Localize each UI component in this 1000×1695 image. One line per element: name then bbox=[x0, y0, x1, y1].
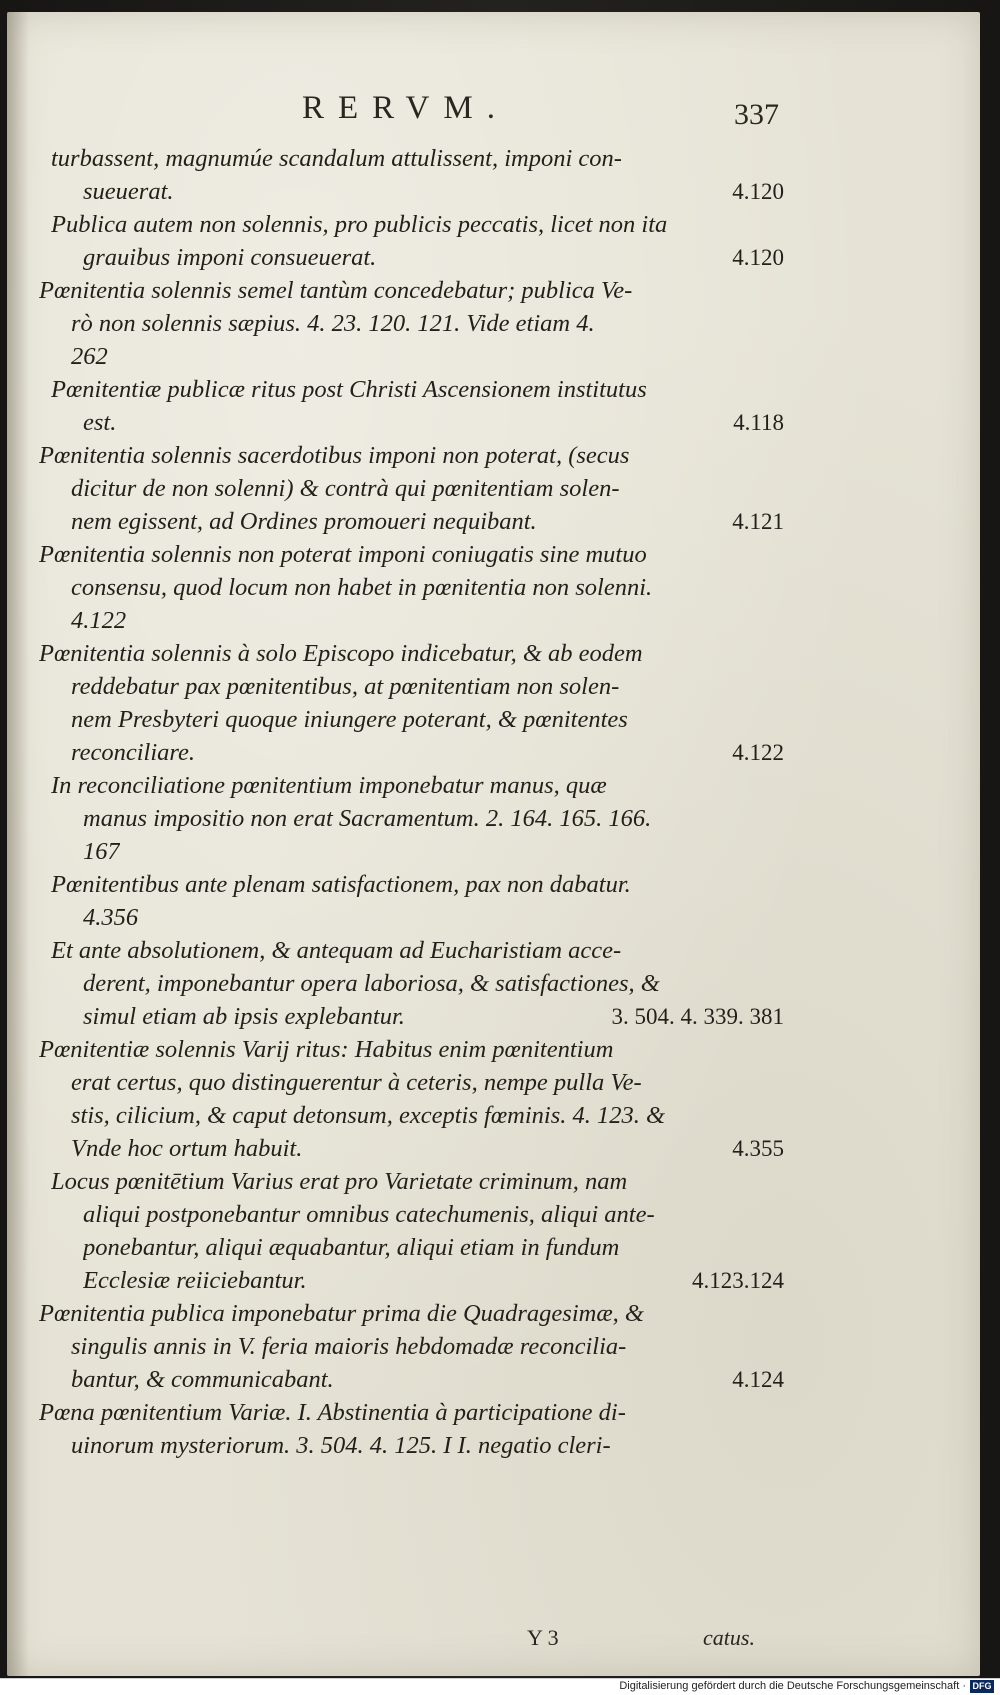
entry-line bbox=[71, 505, 784, 538]
entry-line bbox=[71, 1066, 784, 1099]
entry-text: Pœnitentia solennis non poterat imponi coniugatis sine mutuo bbox=[39, 541, 647, 568]
entry-text: sueuerat. bbox=[83, 178, 174, 205]
entry-line bbox=[71, 307, 784, 340]
book-page bbox=[7, 12, 980, 1676]
page-reference: 4.124 bbox=[732, 1367, 784, 1392]
entry-text: In reconciliatione pœnitentium imponebatur manus, quæ bbox=[51, 772, 607, 799]
entry-line bbox=[83, 406, 784, 439]
entry-text: Pœnitentiæ solennis Varij ritus: Habitus enim pœnitentium bbox=[39, 1036, 614, 1063]
entry-text: erat certus, quo distinguerentur à ceteris, nempe pulla Ve- bbox=[71, 1069, 642, 1096]
entry-text: rò non solennis sæpius. 4. 23. 120. 121. Vide etiam 4. bbox=[71, 310, 595, 337]
entry-line bbox=[71, 1330, 784, 1363]
entry-line bbox=[83, 802, 784, 835]
index-entry bbox=[39, 1033, 784, 1165]
entry-text: Et ante absolutionem, & antequam ad Eucharistiam acce- bbox=[51, 937, 622, 964]
index-entry bbox=[51, 142, 784, 208]
entry-line bbox=[39, 439, 784, 472]
entry-text: Pœna pœnitentium Variæ. I. Abstinentia à participatione di- bbox=[39, 1399, 626, 1426]
page-header bbox=[7, 90, 980, 130]
page-reference: 4.121 bbox=[732, 509, 784, 534]
entry-text: 4.356 bbox=[83, 904, 139, 931]
index-entry bbox=[51, 373, 784, 439]
entry-line bbox=[39, 538, 784, 571]
entry-text: Pœnitentiæ publicæ ritus post Christi Ascensionem institutus bbox=[51, 376, 647, 403]
entry-line bbox=[83, 835, 784, 868]
index-entry bbox=[39, 538, 784, 637]
entry-text: 262 bbox=[71, 343, 108, 370]
index-entry bbox=[39, 1396, 784, 1462]
entry-text: Pœnitentia solennis semel tantùm concedebatur; publica Ve- bbox=[39, 277, 633, 304]
page-reference: 4.120 bbox=[732, 179, 784, 204]
page-reference: 4.120 bbox=[732, 245, 784, 270]
entry-line bbox=[71, 340, 784, 373]
entry-text: ponebantur, aliqui æquabantur, aliqui etiam in fundum bbox=[83, 1234, 620, 1261]
entry-text: est. bbox=[83, 409, 117, 436]
entry-line bbox=[71, 604, 784, 637]
entry-text: Pœnitentia publica imponebatur prima die Quadragesimæ, & bbox=[39, 1300, 644, 1327]
entry-line bbox=[51, 934, 784, 967]
running-head: RERVM. bbox=[302, 90, 509, 126]
entry-line bbox=[51, 142, 784, 175]
entry-text: Pœnitentia solennis à solo Episcopo indicebatur, & ab eodem bbox=[39, 640, 643, 667]
entry-line bbox=[71, 703, 784, 736]
entry-text: manus impositio non erat Sacramentum. 2. 164. 165. 166. bbox=[83, 805, 652, 832]
entry-text: Publica autem non solennis, pro publicis peccatis, licet non ita bbox=[51, 211, 668, 238]
entry-line bbox=[83, 1264, 784, 1297]
index-entries bbox=[39, 142, 784, 1462]
entry-text: reconciliare. bbox=[71, 739, 196, 766]
entry-text: Locus pœnitētium Varius erat pro Varietate criminum, nam bbox=[51, 1168, 628, 1195]
entry-line bbox=[83, 967, 784, 1000]
entry-line bbox=[83, 901, 784, 934]
index-entry bbox=[51, 1165, 784, 1297]
entry-line bbox=[51, 208, 784, 241]
entry-text: simul etiam ab ipsis explebantur. bbox=[83, 1003, 405, 1030]
dfg-attribution-bar bbox=[0, 1678, 1000, 1695]
entry-line bbox=[39, 1033, 784, 1066]
entry-line bbox=[71, 571, 784, 604]
index-entry bbox=[51, 868, 784, 934]
entry-line bbox=[39, 1297, 784, 1330]
entry-line bbox=[51, 1165, 784, 1198]
index-entry bbox=[39, 1297, 784, 1396]
entry-line bbox=[71, 1429, 784, 1462]
entry-line bbox=[51, 373, 784, 406]
entry-line bbox=[71, 1099, 784, 1132]
entry-text: stis, cilicium, & caput detonsum, exceptis fœminis. 4. 123. & bbox=[71, 1102, 666, 1129]
index-entry bbox=[51, 208, 784, 274]
page-reference: 4.355 bbox=[732, 1136, 784, 1161]
entry-line bbox=[71, 670, 784, 703]
entry-line bbox=[39, 1396, 784, 1429]
entry-line bbox=[83, 175, 784, 208]
signature-mark: Y 3 bbox=[527, 1625, 559, 1650]
index-entry bbox=[39, 274, 784, 373]
entry-line bbox=[71, 472, 784, 505]
entry-text: nem Presbyteri quoque iniungere poterant, & pœnitentes bbox=[71, 706, 628, 733]
catchword: catus. bbox=[703, 1625, 755, 1650]
page-reference: 4.122 bbox=[732, 740, 784, 765]
entry-line bbox=[83, 241, 784, 274]
entry-text: uinorum mysteriorum. 3. 504. 4. 125. I I. negatio cleri- bbox=[71, 1432, 611, 1459]
page-reference: 4.118 bbox=[733, 410, 784, 435]
index-entry bbox=[51, 769, 784, 868]
entry-text: Pœnitentibus ante plenam satisfactionem, pax non dabatur. bbox=[51, 871, 631, 898]
page-reference: 4.123.124 bbox=[692, 1268, 784, 1293]
entry-line bbox=[83, 1231, 784, 1264]
entry-line bbox=[39, 637, 784, 670]
dfg-attribution-text: Digitalisierung gefördert durch die Deutsche Forschungsgemeinschaft · bbox=[619, 1680, 966, 1692]
entry-text: 167 bbox=[83, 838, 120, 865]
entry-text: grauibus imponi consueuerat. bbox=[83, 244, 377, 271]
entry-text: derent, imponebantur opera laboriosa, & satisfactiones, & bbox=[83, 970, 660, 997]
entry-line bbox=[39, 274, 784, 307]
entry-text: Vnde hoc ortum habuit. bbox=[71, 1135, 303, 1162]
entry-text: dicitur de non solenni) & contrà qui pœnitentiam solen- bbox=[71, 475, 620, 502]
entry-text: consensu, quod locum non habet in pœnitentia non solenni. bbox=[71, 574, 653, 601]
entry-text: aliqui postponebantur omnibus catechumenis, aliqui ante- bbox=[83, 1201, 655, 1228]
page-reference: 3. 504. 4. 339. 381 bbox=[611, 1004, 784, 1029]
entry-line bbox=[71, 1363, 784, 1396]
dfg-logo-icon: DFG bbox=[970, 1680, 994, 1693]
index-entry bbox=[39, 637, 784, 769]
entry-line bbox=[51, 868, 784, 901]
entry-text: nem egissent, ad Ordines promoueri nequibant. bbox=[71, 508, 537, 535]
entry-text: 4.122 bbox=[71, 607, 127, 634]
index-entry bbox=[39, 439, 784, 538]
entry-line bbox=[83, 1000, 784, 1033]
entry-line bbox=[71, 1132, 784, 1165]
entry-line bbox=[83, 1198, 784, 1231]
entry-text: singulis annis in V. feria maioris hebdomadæ reconcilia- bbox=[71, 1333, 627, 1360]
entry-text: Pœnitentia solennis sacerdotibus imponi non poterat, (secus bbox=[39, 442, 630, 469]
entry-text: turbassent, magnumúe scandalum attulissent, imponi con- bbox=[51, 145, 622, 172]
entry-line bbox=[51, 769, 784, 802]
entry-text: Ecclesiæ reiiciebantur. bbox=[83, 1267, 307, 1294]
entry-text: reddebatur pax pœnitentibus, at pœnitentiam non solen- bbox=[71, 673, 620, 700]
entry-line bbox=[71, 736, 784, 769]
index-entry bbox=[51, 934, 784, 1033]
entry-text: bantur, & communicabant. bbox=[71, 1366, 334, 1393]
page-number: 337 bbox=[734, 98, 779, 131]
